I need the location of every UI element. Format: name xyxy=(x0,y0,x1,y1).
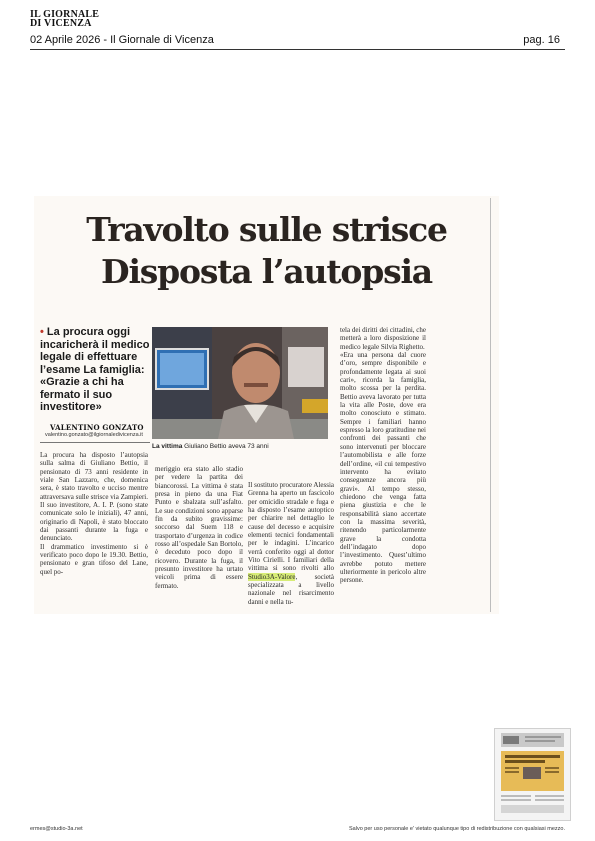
paragraph-text: Il sostituto procuratore Alessia Grenna ha aperto un fascicolo per omicidio stradale e fuga e ha disposto l’esame autoptico per chiarire nel dettaglio le cause del decesso e acquisire elementi tecnici fondamentali per le indagini. L’incarico verrà conferito oggi al dottor Vito Cirielli. I familiari della vittima si sono rivolti allo xyxy=(248,481,334,573)
kicker xyxy=(40,326,150,414)
article-column-4 xyxy=(340,326,426,585)
bullet-icon: • xyxy=(40,326,44,338)
caption-label: La vittima xyxy=(152,443,183,450)
newspaper-logo xyxy=(30,10,99,28)
headline-line1: Travolto sulle strisce xyxy=(86,210,447,249)
article-clipping xyxy=(34,196,499,614)
paragraph: «Era una persona dal cuore d’oro, sempre disponibile e profondamente legata ai suoi cari», ricorda la famiglia, molto scossa per la perdita. Bettio aveva lavorato per tutta la vita alle Poste, dove era molto conosciuto e stimato. Sempre i familiari hanno espresso la loro gratitudine nei confronti dei passanti che sono intervenuti per bloccare l’automobilista e alle forze dell’ordine, «il cui tempestivo intervento ha evitato conseguenze ancora più gravi». Al tempo stesso, chiedono che venga fatta piena giustizia e che le responsabilità siano accertate con la massima severità, ritenendo particolarmente grave la condotta dell’indagato dopo l’investimento. Quest’ultimo avrebbe potuto mettere ulteriormente in pericolo altre persone. xyxy=(340,351,426,585)
date-source: 02 Aprile 2026 - Il Giornale di Vicenza xyxy=(30,34,214,46)
page-thumbnail xyxy=(494,728,571,821)
page-number: pag. 16 xyxy=(523,34,560,46)
victim-photo xyxy=(152,327,328,439)
article-column-3 xyxy=(248,481,334,606)
paragraph-text: , società specializzata a livello nazionale nel risarcimento danni e nella tu- xyxy=(248,572,334,606)
paragraph: La procura ha disposto l’autopsia sulla salma di Giuliano Bettio, il pensionato di 73 anni residente in viale San Lazzaro, che, domenica sera, è stato travolto e ucciso mentre attraversava sulle strisce via Zampieri. Il suo investitore, A. I. P. (sono state comunicate solo le iniziali), 47 anni, originario di Napoli, è stato bloccato dai passanti durante la fuga e denunciato. xyxy=(40,451,148,543)
clipping-edge-line xyxy=(490,198,491,612)
header-divider xyxy=(30,49,565,50)
byline: VALENTINO GONZATO xyxy=(50,423,144,432)
author-email: valentino.gonzato@ilgiornaledivicenza.it xyxy=(45,432,143,438)
caption-text: Giuliano Bettio aveva 73 anni xyxy=(182,443,269,450)
article-column-2 xyxy=(155,465,243,590)
photo-caption xyxy=(152,443,269,450)
article-column-1 xyxy=(40,451,148,576)
paragraph: Il drammatico investimento si è verificato poco dopo le 19.30. Bettio, pensionato e gran tifoso del Lane, quel po- xyxy=(40,542,148,576)
headline-line2: Disposta l’autopsia xyxy=(101,252,432,291)
paragraph xyxy=(248,481,334,606)
highlighted-name: Studio3A-Valore xyxy=(248,572,296,581)
byline-divider xyxy=(40,442,150,443)
kicker-text: La procura oggi incaricherà il medico legale di effettuare l’esame La famiglia: «Grazie a chi ha fermato il suo investitore» xyxy=(40,326,150,413)
logo-line1: IL GIORNALE xyxy=(30,9,100,20)
logo-line2: DI VICENZA xyxy=(30,18,92,29)
paragraph: meriggio era stato allo stadio per vedere la partita dei biancorossi. La vittima è stata presa in pieno da una Fiat Punto e sbalzata sull’asfalto. Le sue condizioni sono apparse fin da subito gravissime: soccorso dal Suem 118 e trasportato d’urgenza in codice rosso all’ospedale San Bortolo, è deceduto poco dopo il ricovero. Durante la fuga, il presunto investitore ha urtato veicoli prima di essere fermato. xyxy=(155,465,243,590)
footer-disclaimer: Salvo per uso personale e' vietato qualunque tipo di redistribuzione con qualsiasi mezzo. xyxy=(349,826,565,832)
paragraph: tela dei diritti dei cittadini, che metterà a loro disposizione il medico legale Silvia Righetto. xyxy=(340,326,426,351)
footer-email: ermes@studio-3a.net xyxy=(30,826,83,832)
